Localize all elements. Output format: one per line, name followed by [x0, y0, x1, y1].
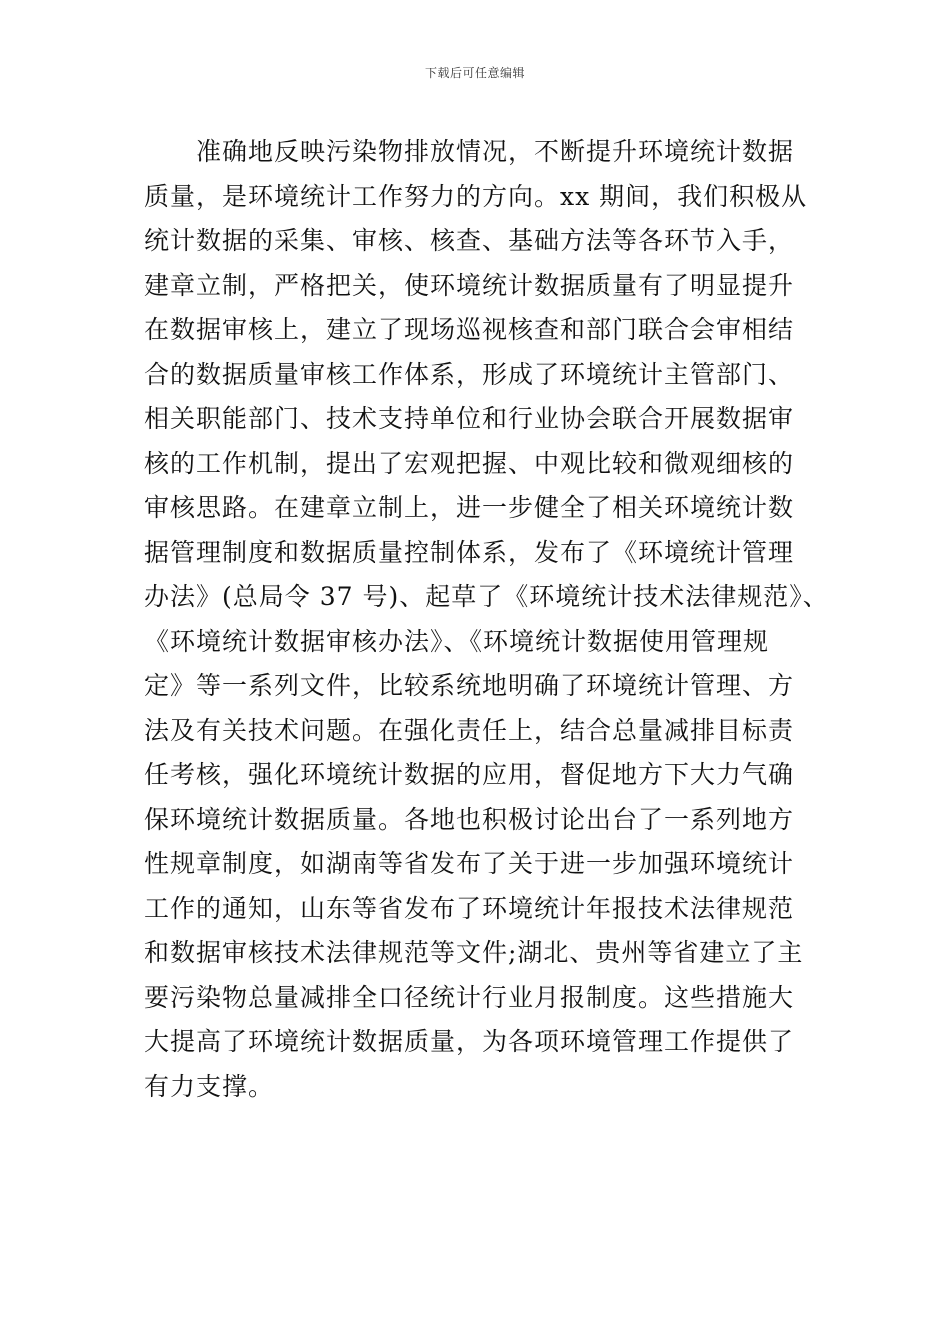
text-line: 要污染物总量减排全口径统计行业月报制度。这些措施大	[144, 982, 795, 1012]
text-line: 工作的通知，山东等省发布了环境统计年报技术法律规范	[144, 893, 795, 923]
text-line: 性规章制度，如湖南等省发布了关于进一步加强环境统计	[144, 849, 795, 878]
text-line: 建章立制，严格把关，使环境统计数据质量有了明显提升	[144, 270, 795, 300]
text-line: 任考核，强化环境统计数据的应用，督促地方下大力气确	[144, 760, 795, 789]
page-header: 下载后可任意编辑	[424, 66, 525, 80]
text-line: 办法》(总局令 37 号)、起草了《环境统计技术法律规范》、	[144, 582, 829, 611]
text-line: 在数据审核上，建立了现场巡视核查和部门联合会审相结	[144, 315, 795, 344]
text-line: 和数据审核技术法律规范等文件;湖北、贵州等省建立了主	[144, 938, 804, 967]
text-line: 保环境统计数据质量。各地也积极讨论出台了一系列地方	[144, 804, 795, 834]
text-line: 有力支撑。	[144, 1071, 275, 1101]
text-line: 审核思路。在建章立制上，进一步健全了相关环境统计数	[144, 493, 795, 522]
text-line: 《环境统计数据审核办法》、《环境统计数据使用管理规	[144, 626, 770, 656]
text-line: 据管理制度和数据质量控制体系，发布了《环境统计管理	[144, 537, 795, 567]
text-line: 核的工作机制，提出了宏观把握、中观比较和微观细核的	[144, 448, 795, 478]
text-line: 质量，是环境统计工作努力的方向。xx 期间，我们积极从	[144, 181, 808, 211]
text-line: 大提高了环境统计数据质量，为各项环境管理工作提供了	[144, 1027, 795, 1056]
text-line: 准确地反映污染物排放情况，不断提升环境统计数据	[196, 137, 795, 166]
text-line: 定》等一系列文件，比较系统地明确了环境统计管理、方	[144, 671, 795, 700]
body-paragraph	[144, 130, 829, 1109]
text-line: 统计数据的采集、审核、核查、基础方法等各环节入手，	[144, 226, 795, 255]
text-line: 相关职能部门、技术支持单位和行业协会联合开展数据审	[144, 404, 795, 433]
text-line: 法及有关技术问题。在强化责任上，结合总量减排目标责	[144, 715, 795, 745]
text-line: 合的数据质量审核工作体系，形成了环境统计主管部门、	[144, 359, 795, 389]
